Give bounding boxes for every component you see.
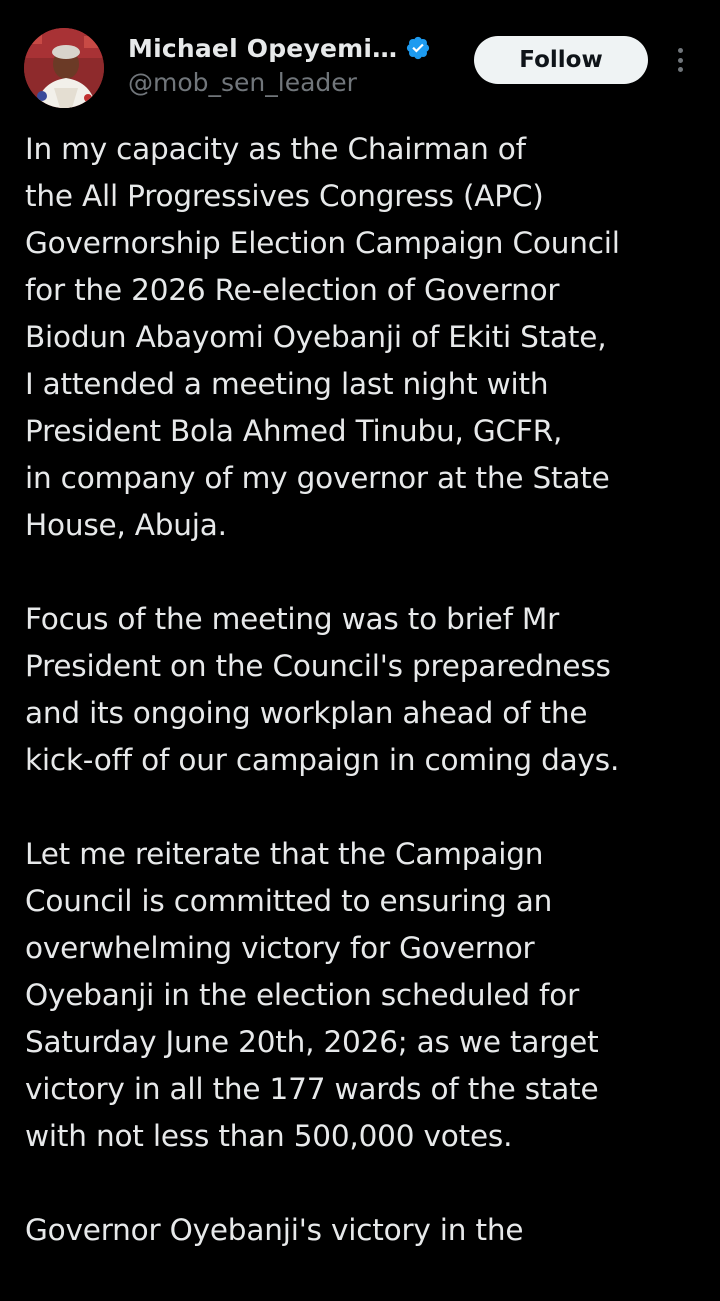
tweet-line: for the 2026 Re-election of Governor [25, 273, 560, 307]
tweet-line: In my capacity as the Chairman of [25, 132, 526, 166]
tweet-line: President Bola Ahmed Tinubu, GCFR, [25, 414, 563, 448]
more-dot [678, 67, 683, 72]
avatar[interactable] [24, 28, 104, 108]
tweet-line: overwhelming victory for Governor [25, 931, 535, 965]
tweet-paragraph [25, 596, 715, 784]
tweet-line: in company of my governor at the State [25, 461, 610, 495]
tweet-line: victory in all the 177 wards of the state [25, 1072, 599, 1106]
tweet-text [25, 126, 715, 1301]
author-handle[interactable]: @mob_sen_leader [128, 68, 357, 97]
more-vertical-icon[interactable] [666, 44, 694, 76]
tweet-header [0, 0, 720, 120]
tweet-paragraph [25, 1207, 715, 1254]
tweet-paragraph [25, 831, 715, 1160]
more-dot [678, 58, 683, 63]
tweet-line: Council is committed to ensuring an [25, 884, 553, 918]
tweet-line: kick-off of our campaign in coming days. [25, 743, 620, 777]
tweet-line: Oyebanji in the election scheduled for [25, 978, 580, 1012]
tweet-line: Biodun Abayomi Oyebanji of Ekiti State, [25, 320, 607, 354]
author-display-name[interactable]: Michael Opeyemi… [128, 33, 398, 63]
tweet-line: Governor Oyebanji's victory in the [25, 1213, 524, 1247]
tweet-line: Saturday June 20th, 2026; as we target [25, 1025, 599, 1059]
author-name-row[interactable] [128, 32, 431, 64]
avatar-photo [24, 28, 104, 108]
tweet-line: Focus of the meeting was to brief Mr [25, 602, 560, 636]
tweet-line: and its ongoing workplan ahead of the [25, 696, 588, 730]
tweet-line: Governorship Election Campaign Council [25, 226, 620, 260]
tweet-line: President on the Council's preparedness [25, 649, 611, 683]
tweet-line: with not less than 500,000 votes. [25, 1119, 513, 1153]
follow-button[interactable]: Follow [474, 36, 648, 84]
more-dot [678, 48, 683, 53]
verified-badge-icon [405, 35, 431, 61]
tweet-line: the All Progressives Congress (APC) [25, 179, 544, 213]
tweet-line: House, Abuja. [25, 508, 227, 542]
tweet-line: I attended a meeting last night with [25, 367, 549, 401]
tweet-paragraph [25, 126, 715, 549]
tweet-line: Let me reiterate that the Campaign [25, 837, 544, 871]
